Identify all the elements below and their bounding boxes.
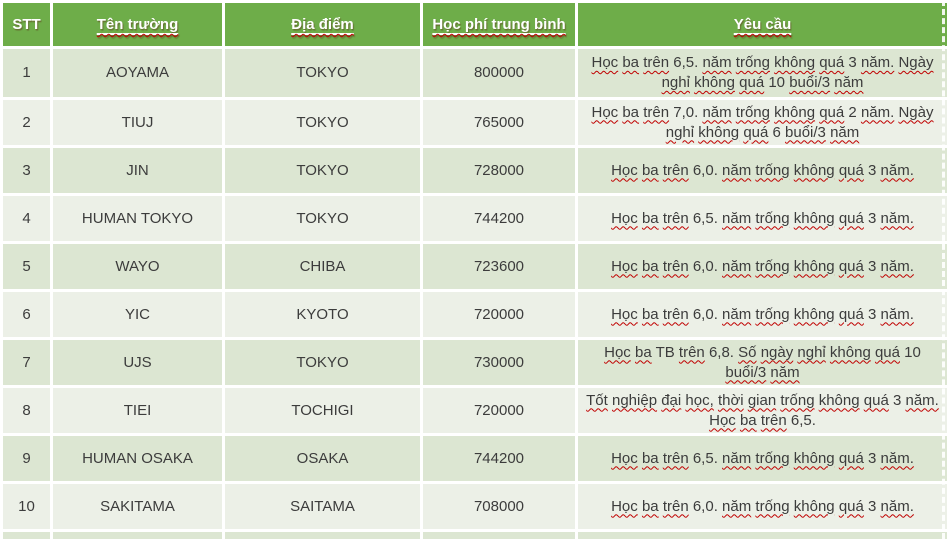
misspelled-word: không: [793, 161, 835, 179]
misspelled-word: quá: [874, 343, 900, 361]
misspelled-word: đại: [661, 391, 682, 409]
cell-name: YIC: [52, 291, 224, 339]
misspelled-word: ba: [641, 449, 659, 467]
misspelled-word: trên: [643, 54, 670, 72]
cell-fee: [422, 531, 577, 539]
cell-stt: 3: [2, 147, 52, 195]
misspelled-word: ba: [634, 343, 652, 361]
cell-req: [577, 531, 947, 539]
cell-req: Học ba trên 6,5. năm trống không quá 3 năm.: [577, 435, 947, 483]
misspelled-word: không: [793, 209, 835, 227]
cell-location: TOKYO: [224, 339, 422, 387]
cell-name: [52, 531, 224, 539]
cell-req: Học ba trên 6,5. năm trống không quá 3 năm. Ngày nghỉ không quá 10 buổi/3 năm: [577, 48, 947, 99]
misspelled-word: Học: [709, 411, 736, 429]
misspelled-word: quá: [838, 257, 864, 275]
column-header-req: [577, 2, 947, 48]
misspelled-word: quá: [863, 391, 889, 409]
header-label: [734, 16, 792, 33]
cell-location: TOKYO: [224, 147, 422, 195]
cell-name: AOYAMA: [52, 48, 224, 99]
misspelled-word: năm.: [860, 54, 895, 72]
table-row: [2, 339, 947, 387]
cell-fee: 720000: [422, 291, 577, 339]
misspelled-word: năm: [702, 103, 732, 121]
cell-name: TIUJ: [52, 99, 224, 147]
cell-location: TOCHIGI: [224, 387, 422, 435]
misspelled-word: năm: [770, 363, 800, 381]
misspelled-word: quá: [838, 161, 864, 179]
misspelled-word: năm: [722, 209, 752, 227]
cell-location: KYOTO: [224, 291, 422, 339]
cell-location: CHIBA: [224, 243, 422, 291]
cell-location: TOKYO: [224, 195, 422, 243]
header-label: [432, 16, 565, 33]
misspelled-word: ba: [622, 103, 640, 121]
cell-name: JIN: [52, 147, 224, 195]
misspelled-word: năm.: [905, 391, 939, 409]
misspelled-word: ngày: [760, 343, 794, 361]
table-row: [2, 48, 947, 99]
misspelled-word: năm: [702, 54, 732, 72]
misspelled-word: trống: [755, 209, 790, 227]
misspelled-word: trên: [662, 209, 689, 227]
misspelled-word: trên: [678, 343, 705, 361]
cell-location: SAITAMA: [224, 483, 422, 531]
misspelled-word: trống: [735, 54, 770, 72]
cell-fee: 708000: [422, 483, 577, 531]
header-label-text: Địa điểm: [291, 16, 354, 33]
cell-stt: 1: [2, 48, 52, 99]
cell-fee: 800000: [422, 48, 577, 99]
misspelled-word: buổi/3: [785, 123, 826, 141]
cell-name: HUMAN OSAKA: [52, 435, 224, 483]
misspelled-word: nghỉ: [665, 123, 695, 141]
misspelled-word: trên: [662, 257, 689, 275]
misspelled-word: Ngày: [898, 103, 934, 121]
misspelled-word: buổi/3: [725, 363, 767, 381]
misspelled-word: năm: [722, 257, 752, 275]
misspelled-word: không: [793, 449, 835, 467]
cell-req: Học ba TB trên 6,8. Số ngày nghỉ không quá 10 buổi/3 năm: [577, 339, 947, 387]
misspelled-word: ba: [622, 54, 640, 72]
misspelled-word: không: [774, 54, 816, 72]
table-row: [2, 291, 947, 339]
misspelled-word: không: [793, 257, 835, 275]
cell-location: TOKYO: [224, 48, 422, 99]
misspelled-word: trên: [662, 497, 689, 515]
cell-location: OSAKA: [224, 435, 422, 483]
header-row: [2, 2, 947, 48]
misspelled-word: trống: [735, 103, 770, 121]
cell-stt: 8: [2, 387, 52, 435]
cell-fee: 720000: [422, 387, 577, 435]
misspelled-word: ba: [641, 497, 659, 515]
column-header-name: [52, 2, 224, 48]
misspelled-word: năm.: [880, 305, 914, 323]
misspelled-word: nghỉ: [661, 74, 690, 91]
misspelled-word: quá: [838, 209, 864, 227]
misspelled-word: năm: [722, 449, 752, 467]
cell-fee: 765000: [422, 99, 577, 147]
misspelled-word: năm: [722, 305, 752, 323]
misspelled-word: Học: [591, 103, 619, 121]
misspelled-word: Học: [611, 449, 638, 467]
cell-req: Học ba trên 6,0. năm trống không quá 3 năm.: [577, 291, 947, 339]
table-body: [2, 48, 947, 539]
misspelled-word: năm.: [880, 209, 914, 227]
misspelled-word: Ngày: [898, 54, 934, 72]
misspelled-word: trên: [662, 305, 689, 323]
misspelled-word: trống: [755, 161, 790, 179]
column-header-stt: [2, 2, 52, 48]
misspelled-word: không: [774, 103, 816, 121]
misspelled-word: ba: [641, 161, 659, 179]
misspelled-word: không: [694, 74, 735, 91]
misspelled-word: Học: [611, 161, 638, 179]
cell-req: Học ba trên 6,0. năm trống không quá 3 năm.: [577, 483, 947, 531]
table-row: [2, 483, 947, 531]
header-label: STT: [12, 16, 41, 33]
misspelled-word: năm: [834, 74, 864, 91]
misspelled-word: trên: [643, 103, 670, 121]
table-header: [2, 2, 947, 48]
misspelled-word: ba: [641, 209, 659, 227]
cell-location: TOKYO: [224, 99, 422, 147]
cell-req: Tốt nghiệp đại học, thời gian trống không quá 3 năm. Học ba trên 6,5.: [577, 387, 947, 435]
cell-stt: 6: [2, 291, 52, 339]
misspelled-word: trống: [755, 449, 790, 467]
misspelled-word: không: [698, 123, 740, 141]
table-row-cutoff: [2, 531, 947, 539]
cell-fee: 730000: [422, 339, 577, 387]
misspelled-word: không: [818, 391, 860, 409]
cell-name: UJS: [52, 339, 224, 387]
misspelled-word: năm.: [860, 103, 895, 121]
misspelled-word: trên: [662, 161, 689, 179]
misspelled-word: Học: [611, 209, 638, 227]
misspelled-word: năm: [722, 161, 752, 179]
misspelled-word: quá: [838, 305, 864, 323]
misspelled-word: trên: [760, 411, 787, 429]
misspelled-word: ba: [641, 305, 659, 323]
cell-stt: 2: [2, 99, 52, 147]
cell-stt: 9: [2, 435, 52, 483]
cell-fee: 744200: [422, 435, 577, 483]
misspelled-word: Học: [591, 54, 619, 72]
cell-name: SAKITAMA: [52, 483, 224, 531]
header-label: [97, 16, 179, 33]
table-row: [2, 387, 947, 435]
cell-fee: 728000: [422, 147, 577, 195]
misspelled-word: trống: [755, 497, 790, 515]
misspelled-word: năm.: [880, 497, 914, 515]
table-row: [2, 243, 947, 291]
cell-name: HUMAN TOKYO: [52, 195, 224, 243]
column-header-fee: [422, 2, 577, 48]
cell-fee: 744200: [422, 195, 577, 243]
misspelled-word: năm.: [880, 449, 914, 467]
cell-stt: 5: [2, 243, 52, 291]
misspelled-word: quá: [838, 497, 864, 515]
misspelled-word: Học: [611, 497, 638, 515]
misspelled-word: thời: [717, 391, 744, 409]
cell-stt: [2, 531, 52, 539]
misspelled-word: gian: [747, 391, 777, 409]
misspelled-word: năm.: [880, 161, 914, 179]
misspelled-word: quá: [819, 103, 845, 121]
misspelled-word: quá: [743, 123, 769, 141]
misspelled-word: năm: [830, 123, 860, 141]
misspelled-word: nghiệp: [612, 391, 658, 409]
table-row: [2, 147, 947, 195]
misspelled-word: Học: [604, 343, 631, 361]
misspelled-word: trống: [780, 391, 815, 409]
header-label-text: Tên trường: [96, 16, 179, 33]
header-label-text: Học phí trung bình: [432, 16, 566, 33]
cell-location: [224, 531, 422, 539]
misspelled-word: Số: [738, 343, 757, 361]
misspelled-word: Học: [611, 257, 638, 275]
cell-req: Học ba trên 6,0. năm trống không quá 3 năm.: [577, 243, 947, 291]
misspelled-word: trên: [662, 449, 689, 467]
misspelled-word: Tốt: [586, 391, 608, 409]
misspelled-word: Học: [611, 305, 638, 323]
misspelled-word: học,: [685, 391, 714, 409]
header-label: [291, 16, 354, 33]
misspelled-word: không: [793, 497, 835, 515]
misspelled-word: trống: [755, 305, 790, 323]
cell-name: TIEI: [52, 387, 224, 435]
misspelled-word: quá: [838, 449, 864, 467]
cell-stt: 10: [2, 483, 52, 531]
table-row: [2, 195, 947, 243]
header-label-text: Yêu cầu: [733, 16, 792, 33]
table-row: [2, 99, 947, 147]
cell-req: Học ba trên 6,5. năm trống không quá 3 năm.: [577, 195, 947, 243]
cell-fee: 723600: [422, 243, 577, 291]
misspelled-word: không: [829, 343, 871, 361]
cell-stt: 7: [2, 339, 52, 387]
misspelled-word: trống: [755, 257, 790, 275]
misspelled-word: ba: [739, 411, 757, 429]
cell-stt: 4: [2, 195, 52, 243]
misspelled-word: năm: [722, 497, 752, 515]
table-row: [2, 435, 947, 483]
misspelled-word: ba: [641, 257, 659, 275]
column-header-location: [224, 2, 422, 48]
misspelled-word: nghỉ: [797, 343, 826, 361]
cell-name: WAYO: [52, 243, 224, 291]
misspelled-word: quá: [819, 54, 845, 72]
cell-req: Học ba trên 7,0. năm trống không quá 2 năm. Ngày nghỉ không quá 6 buổi/3 năm: [577, 99, 947, 147]
misspelled-word: buổi/3: [789, 74, 831, 91]
misspelled-word: năm.: [880, 257, 914, 275]
cell-req: Học ba trên 6,0. năm trống không quá 3 năm.: [577, 147, 947, 195]
misspelled-word: quá: [739, 74, 765, 91]
misspelled-word: không: [793, 305, 835, 323]
